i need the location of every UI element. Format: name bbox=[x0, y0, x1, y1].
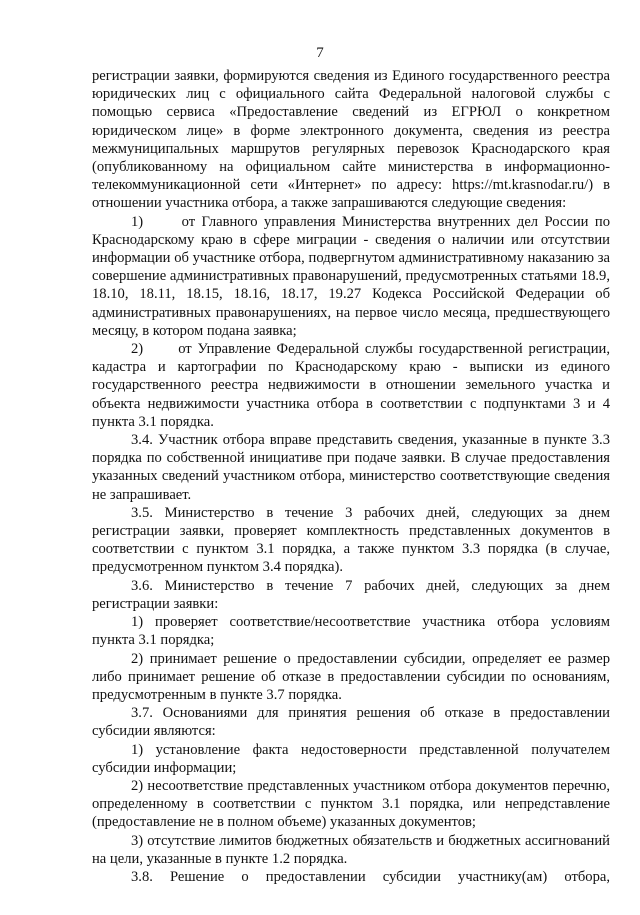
list-item-3-7-3: 3) отсутствие лимитов бюджетных обязательств и бюджетных ассигнований на цели, указанные в пункте 1.2 порядка. bbox=[92, 832, 610, 867]
paragraph-3-7: 3.7. Основаниями для принятия решения об отказе в предоставлении субсидии являются: bbox=[92, 705, 610, 740]
paragraph-continuation: регистрации заявки, формируются сведения из Единого государственного реестра юридических лиц с официального сайта Федеральной налоговой службы с помощью сервиса «Предоставление сведений из ЕГРЮЛ о конкретном юридическом лице» в форме электронного документа, сведения из реестра межмуниципальных маршрутов регулярных перевозок Краснодарского края (опубликованному на официальном сайте министерства в информационно-телекоммуникационной сети «Интернет» по адресу: https://mt.krasnodar.ru/) в отношении участника отбора, а также запрашиваются следующие сведения: bbox=[92, 68, 610, 212]
list-item-3-7-2: 2) несоответствие представленных участником отбора документов перечню, определенному в соответствии с пунктом 3.1 порядка, или непредставление (предоставление не в полном объеме) указанных документов; bbox=[92, 777, 610, 831]
paragraph-3-8: 3.8. Решение о предоставлении субсидии участнику(ам) отбора, bbox=[131, 868, 610, 885]
paragraph-3-6: 3.6. Министерство в течение 7 рабочих дней, следующих за днем регистрации заявки: bbox=[92, 577, 610, 612]
list-item-3-6-1: 1) проверяет соответствие/несоответствие участника отбора условиям пункта 3.1 порядка; bbox=[92, 614, 610, 649]
list-item-3-7-1: 1) установление факта недостоверности представленной получателем субсидии информации; bbox=[92, 741, 610, 776]
page-number: 7 bbox=[316, 45, 324, 61]
document-body bbox=[92, 67, 610, 886]
paragraph-3-5: 3.5. Министерство в течение 3 рабочих дней, следующих за днем регистрации заявки, проверяет комплектность представленных документов в соответствии с пунктом 3.1 порядка, а также пунктом 3.3 порядка (в случае, предусмотренном пунктом 3.4 порядка). bbox=[92, 504, 610, 576]
list-item-2-rosreestr: 2) от Управление Федеральной службы государственной регистрации, кадастра и картографии по Краснодарскому краю - выписки из единого государственного реестра недвижимости в отношении земельного участка и объекта недвижимости участника отбора в соответствии с подпунктами 3 и 4 пункта 3.1 порядка. bbox=[92, 341, 610, 430]
list-item-1-mvd: 1) от Главного управления Министерства внутренних дел России по Краснодарскому краю в сфере миграции - сведения о наличии или отсутствии информации об участнике отбора, подвергнутом административному наказанию за совершение административных правонарушений, предусмотренных статьями 18.9, 18.10, 18.11, 18.15, 18.16, 18.17, 19.27 Кодекса Российской Федерации об административных правонарушениях, на первое число месяца, предшествующего месяцу, в котором подана заявка; bbox=[92, 213, 610, 339]
paragraph-3-4: 3.4. Участник отбора вправе представить сведения, указанные в пункте 3.3 порядка по собственной инициативе при подаче заявки. В случае предоставления указанных сведений участником отбора, министерство соответствующие сведения не запрашивает. bbox=[92, 432, 610, 503]
list-item-3-6-2: 2) принимает решение о предоставлении субсидии, определяет ее размер либо принимает решение об отказе в предоставлении субсидии по основаниям, предусмотренным в пункте 3.7 порядка. bbox=[92, 650, 610, 703]
